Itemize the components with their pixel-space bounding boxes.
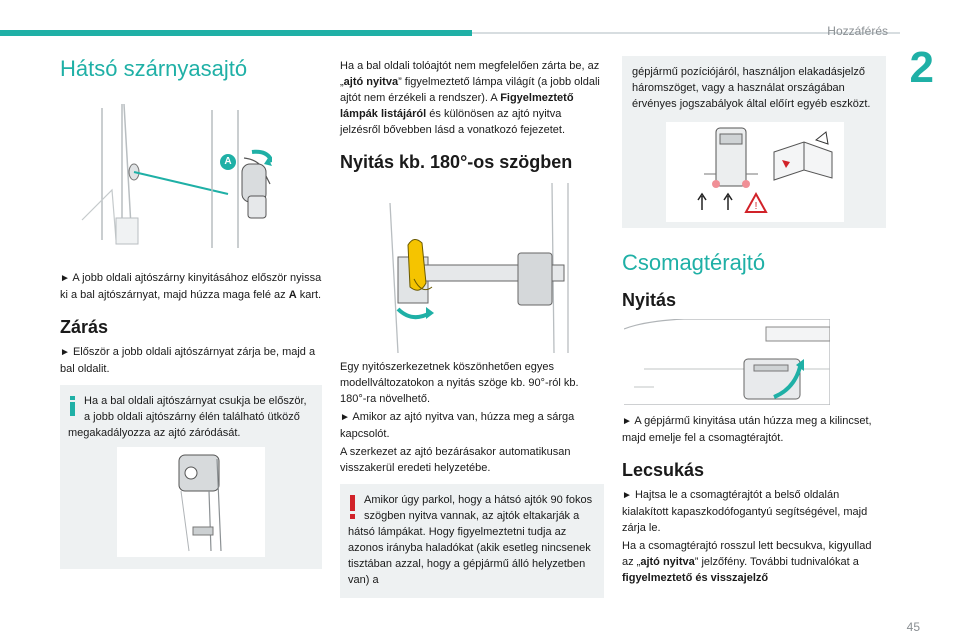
warning-continuation-box bbox=[622, 56, 886, 228]
section-name: Hozzáférés bbox=[827, 24, 888, 38]
warning-icon bbox=[350, 495, 355, 519]
hinge-figure bbox=[368, 183, 594, 353]
info-box bbox=[60, 385, 322, 569]
trunk-title: Csomagtérajtó bbox=[622, 250, 766, 275]
opening-180-description: Egy nyitószerkezetnek köszönhetően egyes modellváltozatokon a nyitás szöge kb. 90°-ról kb. 180°-ra növelhető. bbox=[340, 361, 579, 405]
trunk-close-instruction: ► Hajtsa le a csomagtérajtót a belső oldalán kialakított kapaszkodófogantyú segítségével, majd zárja le. bbox=[622, 489, 868, 534]
rear-door-figure bbox=[62, 100, 272, 248]
hazard-illustration bbox=[666, 122, 844, 222]
door-stopper-figure bbox=[117, 447, 265, 557]
trunk-close-heading: Lecsukás bbox=[622, 460, 705, 480]
section-title: Hátsó szárnyasajtó bbox=[60, 56, 248, 81]
tailgate-illustration bbox=[624, 319, 830, 405]
info-text: Ha a bal oldali ajtószárnyat csukja be először, a jobb oldali ajtószárny élén található ütköző megakadályozza az ajtó záródását. bbox=[68, 395, 307, 439]
warning-continuation-text: gépjármű pozíciójáról, használjon elakadásjelző háromszöget, vagy a használat országában érvényes jogszabályok által előírt egyéb eszközt. bbox=[632, 66, 871, 110]
svg-text:!: ! bbox=[754, 201, 758, 212]
bullet-icon: ► bbox=[340, 412, 350, 423]
door-stopper-illustration bbox=[117, 447, 265, 557]
yellow-switch-instruction: ► Amikor az ajtó nyitva van, húzza meg a sárga kapcsolót. bbox=[340, 411, 575, 440]
mechanism-return-text: A szerkezet az ajtó bezárásakor automatikusan visszakerül eredeti helyzetébe. bbox=[340, 446, 571, 474]
intro-text: Ha a bal oldali tolóajtót nem megfelelően zárta be, az „ajtó nyitva” figyelmeztető lámpa világít (a jobb oldali ajtót nem érzékeli a rendszer). A Figyelmeztető lámpák listájáról és különösen az ajtó nyitva jelzésről bővebben lásd a vonatkozó fejezetet. bbox=[340, 60, 600, 136]
column-1 bbox=[60, 48, 322, 569]
hinge-illustration bbox=[368, 183, 594, 353]
warning-text: Amikor úgy parkol, hogy a hátsó ajtók 90 fokos szögben nyitva vannak, az ajtók eltakarják a hátsó lámpákat. Hogy figyelmeztetni tudja az azonos irányba haladókat (akik esetleg nincsenek tisztában azzal, hogy a gépjármű álló helyzetben van) a bbox=[348, 494, 593, 586]
page-number: 45 bbox=[906, 620, 920, 634]
column-3 bbox=[622, 48, 886, 588]
bullet-icon: ► bbox=[622, 490, 632, 501]
close-heading: Zárás bbox=[60, 317, 109, 337]
open-instruction: ► A jobb oldali ajtószárny kinyitásához először nyissa ki a bal ajtószárnyat, majd húzza maga felé az A kart. bbox=[60, 272, 322, 301]
column-2 bbox=[340, 48, 604, 598]
close-instruction: ► Először a jobb oldali ajtószárnyat zárja be, majd a bal oldalit. bbox=[60, 346, 316, 375]
bullet-icon: ► bbox=[60, 347, 70, 358]
tailgate-figure bbox=[624, 319, 830, 405]
header-accent-bar bbox=[0, 30, 472, 36]
bullet-icon: ► bbox=[60, 273, 70, 284]
trunk-close-warning-text: Ha a csomagtérajtó rosszul lett becsukva, kigyullad az „ajtó nyitva” jelzőfény. További tudnivalókat a figyelmeztető és visszajelző bbox=[622, 540, 872, 584]
chapter-number: 2 bbox=[909, 43, 934, 92]
warning-box bbox=[340, 484, 604, 598]
bullet-icon: ► bbox=[622, 416, 632, 427]
opening-180-heading: Nyitás kb. 180°-os szögben bbox=[340, 152, 573, 172]
callout-a-badge: A bbox=[220, 154, 236, 170]
info-icon bbox=[70, 396, 75, 416]
rear-door-illustration bbox=[62, 100, 272, 248]
trunk-open-instruction: ► A gépjármű kinyitása után húzza meg a kilincset, majd emelje fel a csomagtérajtót. bbox=[622, 415, 872, 444]
hazard-figure bbox=[666, 122, 844, 222]
trunk-open-heading: Nyitás bbox=[622, 290, 677, 310]
